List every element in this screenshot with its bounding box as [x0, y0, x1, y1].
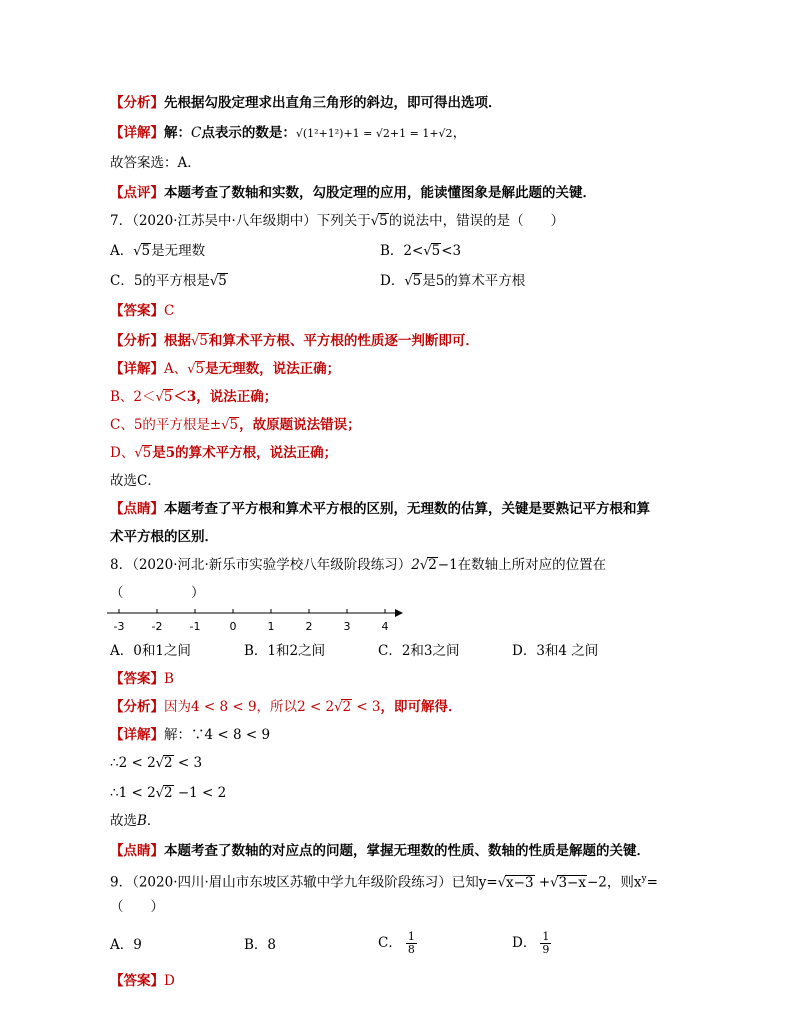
q9-stem: 9．（2020·四川·眉山市东坡区苏辙中学九年级阶段练习）已知y=√x−3 +√3−x−2，则$x^y=$ — [110, 874, 658, 891]
q8-detail-1: 【详解】解：∵4 < 8 < 9 — [110, 727, 271, 743]
q7-detail-b: B、2＜√5＜3，说法正确； — [110, 389, 278, 405]
q9-option-b: B．8 — [244, 937, 277, 953]
q8-detail-3: ∴1 < 2√2 −1 < 2 — [110, 785, 227, 801]
q7-comment-1: 【点睛】本题考查了平方根和算术平方根的区别，无理数的估算，关键是要熟记平方根和算 — [110, 501, 650, 517]
q7-final: 故选C． — [110, 473, 161, 489]
arrow-right-icon — [395, 609, 403, 617]
q7-answer: 【答案】C — [110, 303, 175, 319]
q8-option-a: A．0和1之间 — [110, 643, 191, 659]
q7-analysis: 【分析】根据√5和算术平方根、平方根的性质逐一判断即可． — [110, 333, 479, 349]
q7-option-a: A．√5是无理数 — [110, 243, 206, 259]
q8-option-b: B．1和2之间 — [244, 643, 326, 659]
q8-analysis: 【分析】因为4 < 8 < 9，所以2 < 2√2 < 3，即可解得． — [110, 699, 462, 715]
analysis-text: 先根据勾股定理求出直角三角形的斜边，即可得出选项． — [164, 95, 502, 111]
comment-tag: 【点评】 — [110, 185, 164, 201]
q6-comment — [110, 184, 596, 202]
q7-stem: 7．（2020·江苏吴中·八年级期中）下列关于√5的说法中，错误的是（ ） — [110, 213, 565, 229]
number-line-label: 3 — [343, 620, 351, 633]
q9-answer: 【答案】D — [110, 973, 175, 989]
number-line-label: 2 — [305, 620, 313, 633]
q8-detail-2: ∴2 < 2√2 < 3 — [110, 755, 203, 771]
q6-detail: 【详解】解：C点表示的数是：√(1²+1²)+1 = √2+1 = 1+√2， — [110, 125, 467, 141]
number-line — [105, 603, 405, 635]
number-line-label: 1 — [267, 620, 275, 633]
number-line-label: -1 — [189, 620, 201, 633]
q7-detail-d: D、√5是5的算术平方根，说法正确； — [110, 445, 338, 461]
q9-option-c: C． $\frac{1}{8}$ — [378, 930, 415, 956]
q8-paren: （ ） — [110, 585, 205, 601]
comment-text: 本题考查了数轴和实数，勾股定理的应用，能读懂图象是解此题的关键． — [164, 185, 596, 201]
q8-option-d: D．3和4 之间 — [512, 643, 599, 659]
q7-detail-c: C、5的平方根是±√5，故原题说法错误； — [110, 417, 361, 433]
q7-option-c: C．5的平方根是√5 — [110, 273, 227, 289]
q7-detail-a: 【详解】A、√5是无理数，说法正确； — [110, 361, 341, 377]
number-line-label: 4 — [381, 620, 389, 633]
q6-answer-line: 故答案选：A． — [110, 155, 201, 171]
q8-option-c: C．2和3之间 — [378, 643, 460, 659]
analysis-tag: 【分析】 — [110, 95, 164, 111]
q9-option-d: D． $\frac{1}{9}$ — [512, 930, 550, 956]
q7-option-d: D．√5是5的算术平方根 — [380, 273, 526, 289]
q8-answer: 【答案】B — [110, 671, 174, 687]
q9-paren: （ ） — [110, 899, 164, 915]
detail-formula: √(1²+1²)+1 = √2+1 = 1+√2 — [295, 127, 453, 140]
q6-analysis — [110, 94, 502, 112]
q7-option-b: B．2<√5<3 — [380, 243, 462, 259]
number-line-label: -2 — [151, 620, 163, 633]
q8-final: 故选B． — [110, 813, 161, 829]
q7-comment-2: 术平方根的区别． — [110, 529, 218, 545]
q8-comment: 【点睛】本题考查了数轴的对应点的问题，掌握无理数的性质、数轴的性质是解题的关键． — [110, 843, 650, 859]
number-line-label: -3 — [113, 620, 125, 633]
q8-stem: 8．（2020·河北·新乐市实验学校八年级阶段练习）2√2−1在数轴上所对应的位置在 — [110, 557, 607, 573]
detail-tag: 【详解】 — [110, 125, 164, 141]
number-line-label: 0 — [229, 620, 237, 633]
q9-option-a: A．9 — [110, 937, 142, 953]
